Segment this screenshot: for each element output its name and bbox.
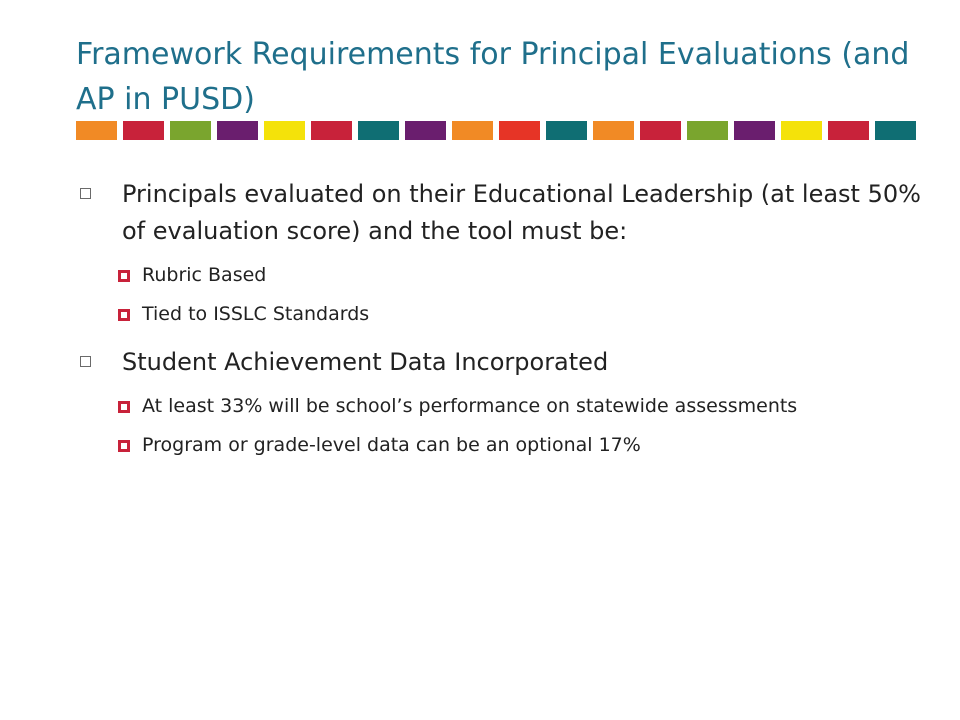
color-swatch (452, 121, 493, 140)
color-swatch (311, 121, 352, 140)
bullet-item-leadership (76, 176, 936, 250)
sub-bullet-item-statewide (76, 393, 936, 420)
sub-bullet-text: At least 33% will be school’s performance on statewide assessments (142, 395, 798, 417)
sub-bullet-item-optional (76, 432, 936, 459)
square-bullet-icon (118, 401, 130, 413)
color-swatch (405, 121, 446, 140)
color-swatch (640, 121, 681, 140)
sub-bullet-text: Rubric Based (142, 264, 267, 286)
sub-bullet-item-isslc (76, 301, 936, 328)
color-swatch (687, 121, 728, 140)
bullet-list (76, 176, 936, 471)
slide-title: Framework Requirements for Principal Evaluations (and AP in PUSD) (76, 37, 910, 117)
square-bullet-icon (118, 270, 130, 282)
bullet-text: Principals evaluated on their Educational Leadership (at least 50% of evaluation score) and the tool must be: (122, 180, 921, 245)
color-swatch (546, 121, 587, 140)
color-swatch (123, 121, 164, 140)
sub-bullet-text: Tied to ISSLC Standards (142, 303, 370, 325)
color-swatch (593, 121, 634, 140)
color-swatch (499, 121, 540, 140)
sub-bullet-text: Program or grade-level data can be an optional 17% (142, 434, 641, 456)
color-swatch (217, 121, 258, 140)
color-swatch (264, 121, 305, 140)
square-bullet-icon (118, 440, 130, 452)
decorative-color-bar (76, 121, 916, 140)
bullet-item-student-achievement (76, 344, 936, 381)
sub-bullet-item-rubric (76, 262, 936, 289)
color-swatch (76, 121, 117, 140)
bullet-text: Student Achievement Data Incorporated (122, 348, 609, 376)
hollow-square-bullet-icon (80, 356, 91, 367)
color-swatch (875, 121, 916, 140)
hollow-square-bullet-icon (80, 188, 91, 199)
color-swatch (170, 121, 211, 140)
color-swatch (828, 121, 869, 140)
square-bullet-icon (118, 309, 130, 321)
color-swatch (781, 121, 822, 140)
color-swatch (734, 121, 775, 140)
color-swatch (358, 121, 399, 140)
